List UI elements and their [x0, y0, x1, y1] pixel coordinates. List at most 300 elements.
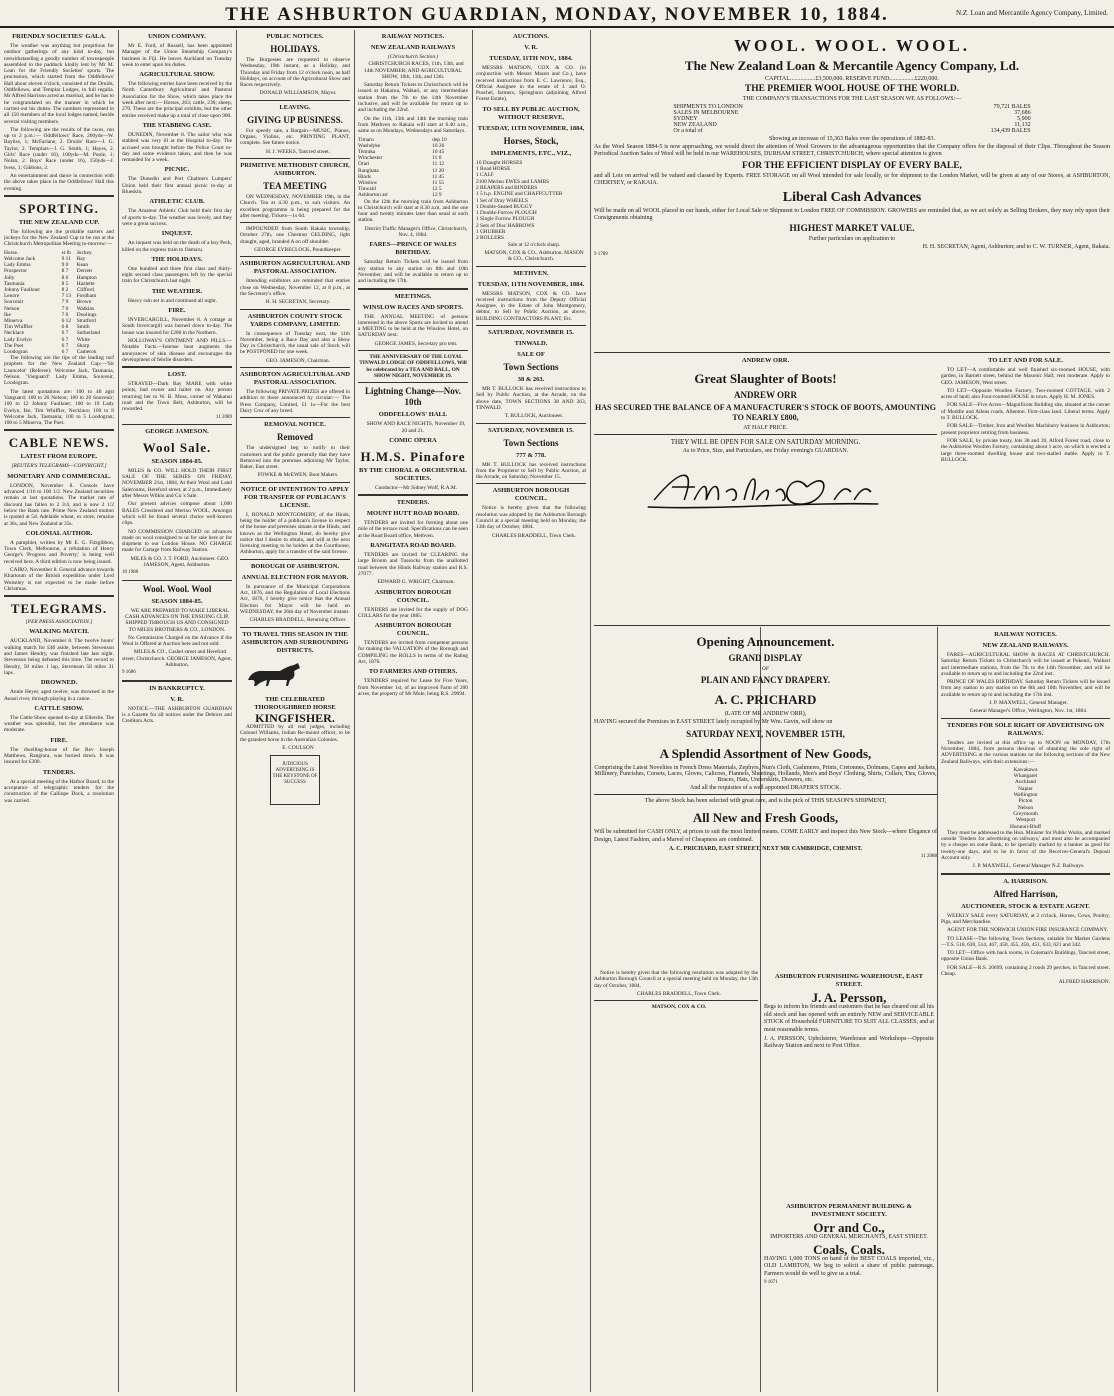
list-item: 1 Road HORSE: [476, 166, 511, 173]
section-heading: SPORTING.: [19, 200, 99, 216]
ad-paragraph: MESSRS MATSON, COX & CO. (in conjunction with Messrs Mason and Co.), have received instructions from E. C. Lawrence, Esq., Official Assignee in the estate of J. and O. Puschel, farmers, Springburn (adjoining Alford Forest Estate),: [476, 65, 586, 103]
ad-paragraph: MESSRS MATSON, COX & CO. have received instructions from the Deputy Official Assignee, in the Estate of John Montgomery, debtor, to Sell by Public Auction, as above, BUILDING CONTRACTORS PLANT, Etc.: [476, 290, 586, 322]
ad-title: WOOL. WOOL. WOOL.: [734, 36, 970, 55]
heading: FIRE.: [168, 307, 186, 315]
horse-illustration: [240, 660, 310, 688]
table-cell: Kean: [76, 262, 89, 269]
table-cell: 8 5: [61, 280, 69, 287]
article-paragraph: An entertainment and dance in connection with the above takes place in the Oddfellows' Hall this evening.: [4, 172, 114, 192]
article-paragraph: The following are the tips of the leading turf prophets for the New Zealand Cup:—'Sir Launcelot' (Referee): Welcome Jack, Tasmania, Nelson. 'Vanguard': Lady Emma, Souvenir, Loodogran.: [4, 355, 114, 387]
table-cell: 7 0: [61, 305, 69, 312]
divider: [358, 288, 468, 290]
wool-advertisement: [594, 30, 1110, 352]
article-paragraph: CAIRO, November 8. General advance towards Khartoum of the British expedition under Lord Wolseley is not expected to be made before Christmas.: [4, 567, 114, 592]
merchant-name: Alfred Harrison,: [993, 888, 1058, 899]
ad-subtitle: PLAIN AND FANCY DRAPERY.: [700, 675, 831, 685]
heading: ASHBURTON BOROUGH COUNCIL.: [374, 622, 452, 638]
table-cell: 6 7: [61, 348, 69, 355]
heading: COLONIAL AUTHOR.: [25, 529, 93, 537]
table-cell: Prospector: [4, 268, 28, 275]
ad-number: 10 1980: [122, 570, 139, 576]
divider: [240, 367, 350, 368]
station-list: [941, 767, 1110, 830]
classified-ad: TO LET—A comfortable and well finished six-roomed HOUSE, with garden, in Barnett street, behind the Masonic Hall; rent moderate. Apply to GEO. JAMESON, West street.: [941, 367, 1110, 386]
andrew-orr-advertisement: [594, 354, 937, 624]
notice-paragraph: On the 12th the morning train from Ashburton to Christchurch will start at 8.30 a.m. and the one hour and twenty minutes later than usual at each station.: [358, 198, 468, 224]
heading: WALKING MATCH.: [29, 628, 89, 636]
table-cell: 10 45: [432, 148, 445, 155]
heading: NOTICE OF INTENTION TO APPLY FOR TRANSFER OF PUBLICAN'S LICENSE.: [241, 485, 349, 509]
column-rule: [472, 30, 473, 1392]
ad-title: Opening Announcement.: [696, 634, 835, 649]
ad-paragraph: ADMITTED by all real judges, including Colonel Williams, Indian Re-mount officer, to be the grandest horse in the Australian Colonies.: [240, 724, 350, 743]
newspaper-title: THE ASHBURTON GUARDIAN, MONDAY, NOVEMBER 10, 1884.: [225, 4, 889, 25]
andrew-orr-signature: [594, 462, 937, 521]
ad-paragraph: Comprising the Latest Novelties in French Dress Materials, Zephyrs, Nun's Cloth, Cashmeres, Prints, Cretonnes, Dolmans, Capes and Jackets, Millinery, Funcishes, Corsets, Laces, Gloves, Calicoes, Flannels, Sheetings, Hollands, Men's and Boys' Clothing, Shirts, Collars, Ties, Gloves, Braces, Hats, Underskirts, Drawers, etc.: [594, 765, 937, 784]
ad-paragraph: MR T. BULLOCK has received instructions from the Proprietor to Sell by Public Auction, at the Arcade, on Saturday, November 15.: [476, 461, 586, 481]
ad-paragraph: AT HALF PRICE.: [743, 425, 788, 431]
signature-flourish: [641, 462, 892, 512]
table-cell: Ray: [76, 255, 86, 262]
table-cell: 9 0: [61, 262, 69, 269]
table-cell: Ashburton arr: [358, 192, 389, 199]
notice-signature: DONALD WILLIAMSON, Mayor.: [259, 90, 337, 97]
heading: FRIENDLY SOCIETIES' GALA.: [12, 33, 106, 40]
ad-paragraph: WE ARE PREPARED TO MAKE LIBERAL CASH ADVANCES ON THE ENSUING CLIP, SHIPPED THROUGH US AND CONSIGNED TO MILES BROTHERS & CO., LONDON.: [125, 607, 230, 633]
list-item: 1 Single Furrow PLOUGH: [476, 216, 535, 223]
subheading: [REUTER'S TELEGRAMS—COPYRIGHT.]: [11, 463, 107, 470]
classified-ad: STRAYED—Dark Bay MARE with white points, bad owner and halter on. Any person returning her to W. B. Moss, corner of Wakanui road and the Town Belt, Ashburton, will be rewarded.: [122, 381, 232, 413]
ad-signature: J. A. PERSSON, Upholsterer, Warehouse and Workshops—Opposite Railway Station and next to Post Office.: [764, 1035, 934, 1050]
table-cell: Hazlette: [76, 280, 95, 287]
heading: PUBLIC NOTICES.: [266, 33, 324, 40]
divider: [240, 559, 350, 560]
heading: IN BANKRUPTCY.: [149, 684, 205, 692]
notice-paragraph: On the 11th, 13th and 14th the morning train from Methven to Rakaia will start at 6.40 a.m., same as on Mondays, Wednesdays and Saturdays.: [358, 115, 468, 135]
divider: [594, 625, 1110, 626]
ad-signature: A. C. PRICHARD, EAST STREET, NEXT MR CAMBRIDGE, CHEMIST.: [668, 846, 863, 853]
ad-subtitle: GRAND DISPLAY: [728, 653, 803, 663]
heading: ASHBURTON BOROUGH COUNCIL.: [492, 487, 570, 503]
divider: [122, 424, 232, 425]
table-cell: 134,439 BALES: [990, 128, 1031, 134]
notice-paragraph: Tenders are invited at this office up to NOON on MONDAY, 17th November, 1884, from persons desirous of obtaining the sole right of ADVERTISING at the various stations on the following sections of the New Zealand Railways, with their extensions:—: [941, 739, 1110, 765]
article-paragraph: The Amateur Athletic Club held their first day of sports to-day. The weather was lovely, and they were a great success.: [122, 208, 232, 227]
list-item: 2 ROLLERS: [476, 235, 505, 242]
table-cell: 7 13: [61, 293, 72, 300]
heading: ASHBURTON BOROUGH COUNCIL.: [374, 588, 452, 604]
classified-ad: FOR SALE—Timber, Iron and Woollen Machinery business in Ashburton; present proprietor retiring from business.: [941, 423, 1110, 436]
heading: TINWALD.: [514, 340, 548, 348]
heading: MONETARY AND COMMERCIAL.: [7, 472, 111, 480]
table-cell: Rangitata: [358, 167, 379, 174]
table-cell: Hinds: [358, 173, 371, 180]
table-cell: Lenore: [4, 293, 20, 300]
table-cell: Timaru: [358, 136, 374, 143]
ad-signature: H. H. SECRETAN, Agent, Ashburton; and to C. W. TURNER, Agent, Rakaia.: [922, 244, 1110, 251]
heading: NEW ZEALAND RAILWAYS: [370, 44, 456, 51]
article-paragraph: A pamphlet, written by Mr E. G. Fitzgibbon, Town Clerk, Melbourne, a refutation of Henry George's 'Progress and Poverty,' is being well received here. A third edition is now being issued.: [4, 539, 114, 565]
column-railway-notices: [358, 30, 468, 1392]
notice-paragraph: TENDERS are invited for the supply of DOG COLLARS for the year 1885.: [358, 606, 468, 619]
divider: [4, 429, 114, 431]
table-cell: 7 0: [61, 311, 69, 318]
list-item: 1 5 h.p. ENGINE and CHAFFCUTTER: [476, 191, 563, 198]
article-paragraph: Annie Heyer, aged twelve, was drowned in the Awaoi river, through playing in a canoe.: [4, 689, 114, 702]
ad-paragraph: Begs to inform his friends and customers that he has cleared out all his old stock and has opened with an entirely NEW and SERVICEABLE STOCK of Household FURNITURE TO SUIT ALL CLASSES, and at most reasonable terms.: [764, 1004, 934, 1033]
notice-signature: J. P. MAXWELL, General Manager.: [989, 700, 1068, 707]
classified-ad: FOR SALE, by private treaty, lots 38 and 39, Alford Forest road, close to the Ashburton Woollen Factory, containing about 1 acre, on which is erected a large three-roomed dwelling house and two-stalled stable. Apply to T. BULLOCK.: [941, 437, 1110, 463]
divider: [122, 366, 232, 368]
heading: COMIC OPERA: [389, 436, 437, 444]
transactions-heading: THE COMPANY'S TRANSACTIONS FOR THE LAST SEASON WE AS FOLLOWS:—: [742, 96, 962, 102]
table-cell: Sharp: [76, 342, 90, 349]
table-cell: 11 20: [432, 167, 445, 174]
article-paragraph: The Cattle Show opened to-day at Ellerslie. The weather was splendid, but the attendance was moderate.: [4, 714, 114, 734]
race-table: [4, 250, 114, 355]
ad-paragraph: Will be submitted for CASH ONLY, at prices to suit the most limited means. COME EARLY and inspect this New Stock—where Elegance of Design, Latest Fashion, and a Marvel of Cheapness are combined.: [594, 829, 937, 843]
heading: AUCTIONS.: [513, 33, 549, 40]
table-cell: 12 9: [432, 192, 442, 199]
table-cell: Winslow: [358, 179, 378, 186]
column-rule: [354, 30, 355, 1392]
ad-paragraph: The above Stock has been selected with great care, and is the pick of THIS SEASON'S SHIPMENT,: [644, 798, 887, 805]
ad-signature: MILES & CO., Cashel street and Hereford street, Christchurch. GEORGE JAMESON, Agent, Ashburton.: [122, 649, 232, 668]
heading: FIRE.: [50, 736, 68, 744]
divider: [240, 482, 350, 483]
ad-paragraph: As to Price, Size, and Particulars, see Friday evening's GUARDIAN.: [682, 448, 849, 454]
ad-title: Wool Sale.: [142, 439, 212, 455]
table-cell: Jolly: [4, 274, 15, 281]
notice-signature: GEO. JAMESON, Chairman.: [266, 357, 330, 364]
table-cell: 11 55: [432, 179, 445, 186]
ad-signature: E. COULSON: [282, 745, 314, 752]
ad-paragraph: Will be made on all WOOL placed in our hands, either for Local Sale or Shipment to London FREE OF COMMISSION. GROWERS are reminded that, as we act solely as Selling Brokers, they may rely upon their Consignments obtaining: [594, 207, 1110, 222]
notice-paragraph: TENDERS required for Lease for Five Years, from November 1st, of an improved Farm of 200 acres, the property of Mr Mole, being R.S. 29694.: [358, 678, 468, 697]
table-cell: Watkins: [76, 305, 95, 312]
list-item: Westport: [1015, 817, 1036, 824]
table-cell: 9 11: [61, 255, 71, 262]
capital-line: CAPITAL.................£3,500,000. RESERVE FUND.................£220,000.: [765, 76, 939, 82]
heading: CATTLE SHOW.: [34, 704, 84, 712]
ad-title: GIVING UP BUSINESS.: [247, 114, 343, 125]
heading: ASHBURTON AGRICULTURAL AND PASTORAL ASSOCIATION.: [240, 371, 350, 387]
ad-highlight: FOR THE EFFICIENT DISPLAY OF EVERY BALE,: [742, 160, 962, 171]
article-paragraph: One hundred and three first class and thirty-eight second class passengers left by the special train for Christchurch last night.: [122, 265, 232, 285]
divider: [4, 595, 114, 597]
list-item: Nelson: [1017, 804, 1034, 811]
table-cell: SALES IN MELBOURNE: [673, 110, 739, 116]
list-item: Napier: [1018, 785, 1033, 792]
ad-paragraph: HAS SECURED THE BALANCE OF A MANUFACTURER'S STOCK OF BOOTS, AMOUNTING TO NEARLY £800,: [594, 403, 936, 422]
classified-ad: TO LET—Opposite Woollen Factory, Two-roomed COTTAGE, with 2 acres of land; also Four-roomed HOUSE in town. Apply H. M. JONES.: [941, 387, 1110, 401]
ad-paragraph: HAVING 1,000 TONS on hand of the BEST COALS imported, viz., OLD LAMBTON, We beg to solicit a share of public patronage. Farmers would do well to give us a trial.: [764, 1255, 934, 1277]
ad-paragraph: And all the requisites of a well appointed DRAPER'S STOCK.: [690, 785, 841, 792]
notice-signature: General Manager's Office, Wellington, Nov. 1st, 1884.: [969, 708, 1088, 715]
divider: [594, 352, 1110, 353]
subheading: [PER PRESS ASSOCIATION.]: [25, 619, 93, 626]
merchant-name: Orr and Co.,: [813, 1220, 885, 1235]
list-item: 1 GRUBBER: [476, 229, 506, 236]
heading: BY THE CHORAL & ORCHESTRAL SOCIETIES.: [359, 466, 467, 482]
heading: RANGITATA ROAD BOARD.: [370, 542, 456, 550]
heading: ANDREW ORR.: [741, 357, 790, 364]
notice-paragraph: They must be addressed to the Hon. Minister for Public Works, and marked outside 'Tenders for advertising on railways,' and must also be accompanied by a cheque on some Bank, to be specially marked by a banker as good for twenty-one days, and to be in favor of the Receiver-General's Deposit Account only.: [941, 829, 1110, 862]
ad-paragraph: OF: [761, 666, 770, 672]
table-cell: Sutherland: [76, 330, 101, 337]
table-cell: 11 12: [432, 161, 445, 168]
notice-paragraph: FARES—AGRICULTURAL SHOW & RACES AT CHRISTCHURCH. Saturday Return Tickets to Christchurch will be issued at Pukeuri, Waikari and intermediate stations, from the 7th to the 14th November, and will be available to return up to and including the 22nd inst.: [941, 652, 1110, 677]
notice-paragraph: IMPOUNDED from South Rakaia township, October 27th, one Chestnut GELDING, light draught, aged, branded A on off shoulder.: [240, 226, 350, 245]
merchant-name: A. C. PRICHARD: [714, 692, 817, 707]
ad-signature: H. J. WEEKS, Tancred street.: [265, 148, 331, 155]
divider: [476, 483, 586, 484]
heading: FARES—PRINCE OF WALES BIRTHDAY.: [369, 241, 457, 257]
list-item: 2 Sets of Disc HARROWS: [476, 222, 535, 229]
table-cell: Cameron: [76, 348, 97, 355]
heading: THE NEW ZEALAND CUP.: [18, 218, 100, 226]
ad-paragraph: The undersigned beg to notify to their customers and the public generally that they have Removed into the premises adjoining Mr Taylor, Baker, East street.: [240, 445, 350, 471]
heading: LOST.: [167, 371, 187, 379]
royal-crest: V. R.: [170, 695, 184, 703]
notice-signature: GEORGE JAMES, Secretary pro tem.: [374, 340, 458, 347]
notice-paragraph: PRINCE OF WALES BIRTHDAY. Saturday Return Tickets will be issued from any station to any station on the 8th and 10th November, and will be available to return up to and including the 17th inst.: [941, 679, 1110, 698]
table-cell: Lady Emma: [4, 262, 31, 269]
divider: [358, 382, 468, 383]
to-let-column: [941, 354, 1110, 624]
heading: TENDERS.: [42, 768, 76, 776]
ad-paragraph: TO LEASE—The following Town Sections, suitable for Market Gardens—T.S. 510, 630, 514, 467, 450, 455, 456, 451, 633, 621 and 342.: [941, 935, 1110, 948]
table-cell: Orari: [358, 161, 370, 168]
heading: TUESDAY, 11TH NOVEMBER, 1884,: [477, 124, 585, 132]
heading: BOROUGH OF ASHBURTON.: [250, 562, 340, 570]
heading: ODDFELLOWS' HALL: [378, 411, 448, 419]
column-news: [122, 30, 232, 1392]
heading: THE CELEBRATED THOROUGHBRED HORSE: [254, 695, 336, 711]
classified-ad: FOR SALE—Five Acres—Magnificent Building site, situated at the corner of Moddle and Allens roads, Allenton. First-class land. Liberal terms. Apply to T. BULLOCK.: [941, 402, 1110, 422]
heading: MEETINGS.: [394, 292, 432, 300]
table-cell: Temuka: [358, 148, 376, 155]
section-heading: CABLE NEWS.: [8, 435, 110, 451]
ad-paragraph: TO LET—Office with back rooms, in Coleman's Buildings, Tancred street, opposite Union Bank.: [941, 950, 1110, 963]
article-paragraph: The dwelling-house of the Rev Joseph Matthews, Rangiora, was burned down. It was insured for £300.: [4, 746, 114, 766]
table-cell: Lady Evelyn: [4, 336, 32, 343]
article-paragraph: DUNEDIN, November 8. The sailor who was stabbed was very ill at the Hospital to-day. The accused was brought before the Police Court to-day and some evidence taken, and then he was remanded for a week.: [122, 131, 232, 164]
ad-title: Lightning Change—Nov. 10th: [364, 386, 462, 408]
article-paragraph: INVERCARGILL, November 8. A cottage at South Invercargill was burned down to-day. The house was insured for £200 in the Northern.: [122, 317, 232, 336]
heading: TO SELL BY PUBLIC AUCTION, WITHOUT RESERVE,: [482, 105, 580, 121]
divider: [594, 1000, 758, 1001]
heading: IMPLEMENTS, ETC., VIZ.,: [490, 149, 572, 157]
table-cell: Hampton: [76, 274, 97, 281]
ad-paragraph: IMPORTERS AND GENERAL MERCHANTS, EAST STREET.: [770, 1234, 928, 1241]
article-paragraph: The weather was anything but propitious for outdoor gatherings of any kind to-day, but notwithstanding a goodly number of townspeople assembled in the paddock kindly lent by Mr M. Lean for the Friendly Societies' sports. The procession, which started from the Oddfellows' Hall about eleven o'clock, consisted of the Druids, Oddfellows, and Templar Lodges, in full regalia. Mr Alfred Harrison acted as marshal, and he has to be congratulated on the manner in which he carried out his duties. The numbers represented in all 150 members of the local lodges named, beside several visiting members.: [4, 43, 114, 125]
ad-signature: FOWKE & McEWEN, Boot Makers.: [257, 472, 339, 479]
ad-paragraph: MILES & CO. WILL HOLD THEIR FIRST SALE OF THE SERIES ON FRIDAY, NOVEMBER 21st, 1884, At their Wool and Land Salerooms, Hereford street, at 2 p.m., Immediately after Messrs Wilkin and Co.'s Sale.: [122, 467, 232, 500]
ad-title: TEA MEETING: [263, 180, 327, 191]
divider: [476, 325, 586, 326]
ad-subtitle: ANDREW ORR: [733, 390, 798, 400]
ad-paragraph: WEEKLY SALE every SATURDAY, at 2 o'clock, Horses, Cows, Poultry, Pigs, and Merchandise.: [941, 912, 1110, 925]
table-cell: NEW ZEALAND: [673, 122, 717, 128]
divider: [476, 266, 586, 267]
divider: [358, 350, 468, 351]
article-paragraph: The latest quotations are: 100 to 40 agst Vanguard; 100 to 20 Nelson; 100 to 20 Souvenir; 100 to 12 Johnny Faulkner; 100 to 10 Lady Evelyn, Ike, Tim Whiffler, Necklace; 100 to 8 Welcome Jack, Tasmania; 100 to 5 Loodogran; 100 to 5 Minerva, The Poet.: [4, 388, 114, 427]
heading: AGRICULTURAL SHOW.: [139, 71, 215, 79]
heading: A. HARRISON.: [1003, 877, 1048, 885]
ad-number: 9 1671: [764, 1280, 778, 1286]
notice-paragraph: The Burgesses are requested to observe Wednesday, 19th instant, as a Holiday, and Thursday and Friday from 12 o'clock noon, as half Holidays, on account of the Agricultural Show and Races respectively.: [240, 57, 350, 89]
table-header-cell: Horse.: [4, 249, 19, 256]
divider: [4, 195, 114, 197]
notice-signature: J. P. MAXWELL, General Manager N.Z. Railways.: [972, 863, 1085, 870]
merchant-name: J. A. Persson,: [811, 990, 887, 1005]
column-rule: [236, 30, 237, 1392]
notice-signature: H. H. SECRETAN, Secretary.: [265, 299, 331, 306]
article-paragraph: LONDON, November 8. Consols have advanced 1/16 to 100 1/2. New Zealand securities remain at last quotations. The market rate of discount has fallen to 2 3/4, and is now 2 1/2 below the Bank rate. Prime New Zealand mutton is quoted at 5d. Adelaide wheat, ex store, remains at 36s, and New Zealand at 35s.: [4, 482, 114, 527]
prichard-advertisement: [594, 628, 937, 968]
heading: TENDERS.: [396, 499, 430, 507]
table-cell: 8 2: [61, 286, 69, 293]
notice-signature: EDWARD G. WRIGHT, Chairman.: [377, 579, 455, 586]
table-cell: Doolings: [76, 311, 97, 318]
timetable: [358, 137, 468, 199]
table-cell: 12 5: [432, 186, 442, 193]
ad-paragraph: No Commission Charged on the Advance if the Wool is Offered at Auction here and not sold.: [122, 634, 232, 648]
heading: THE WEATHER.: [151, 287, 203, 295]
ad-paragraph: MR T. BULLOCK has received instructions to Sell by Public Auction, at the Arcade, on the above date, TOWN SECTIONS 38 AND 263, TINWALD.: [476, 386, 586, 411]
heading: TO LET AND FOR SALE.: [988, 357, 1063, 364]
heading: UNION COMPANY.: [148, 33, 206, 40]
table-cell: 10 26: [432, 142, 445, 149]
article-paragraph: At a special meeting of the Harbor Board, to the acceptance of telegraphic tenders for the construction of the Calliope Dock, a resolution was carried.: [4, 778, 114, 804]
list-item: 1 Double-Seated BUGGY: [476, 203, 533, 210]
article-paragraph: The following entries have been received by the North Canterbury Agricultural and Pastoral Association for the Show, which takes place the week after next:— Horses, 263; cattle, 236; sheep, 270. These are the principal exhibits, but the other entries received make up a total of close upon 900.: [122, 81, 232, 119]
heading: ASHBURTON COUNTY STOCK YARDS COMPANY, LIMITED.: [247, 312, 343, 328]
notice-paragraph: The following PRIVATE PRIZES are offered in addition to those announced by circular:— The Press Company, Limited, £1 1s—For the best Dairy Cow of any breed.: [240, 389, 350, 414]
column-rule: [118, 30, 119, 1392]
ad-paragraph: (LATE OF MR ANDREW ORR),: [724, 711, 807, 717]
ad-highlight: HIGHEST MARKET VALUE.: [789, 224, 915, 235]
column-lower-left-notices: [594, 970, 758, 1392]
notice-paragraph: TENDERS are invited from competent persons for making the VALUATION of the Borough and COMPILING the ROLLS in terms of the Rating Act, 1876.: [358, 640, 468, 665]
orr-and-co-advertisement: [764, 1200, 934, 1390]
ad-paragraph: SHOW AND RACE NIGHTS, November 19, 20 and 21.: [366, 421, 466, 434]
heading: ASHBURTON AGRICULTURAL AND PASTORAL ASSOCIATION.: [240, 260, 350, 276]
ad-paragraph: and all Lots on arrival will be valued and classed by Experts. FREE STORAGE on all Wool intended for sale locally, or for shipment to the London Market, will be given at any of our Stores, at ASHBURTON, CHERTSEY, or RAKAIA.: [594, 172, 1110, 187]
ad-title: Wool. Wool. Wool: [142, 583, 212, 594]
heading: ASHBURTON PERMANENT BUILDING & INVESTMENT SOCIETY.: [786, 1203, 912, 1218]
table-cell: Nelson: [4, 305, 20, 312]
table-cell: dep 10: [432, 136, 447, 143]
table-cell: Smith: [76, 324, 90, 331]
masthead: [0, 0, 1114, 28]
divider: [240, 158, 350, 159]
heading: ATHLETIC CLUB.: [149, 198, 205, 206]
table-cell: Welcome Jack: [4, 255, 36, 262]
notice-paragraph: THE ANNIVERSARY OF THE LOYAL TINWALD LODGE OF ODDFELLOWS, Will be celebrated by a TEA AND BALL, ON SHOW NIGHT, NOVEMBER 19.: [359, 354, 467, 379]
heading: INQUEST.: [161, 230, 193, 238]
heading: LATEST FROM EUROPE.: [20, 453, 98, 461]
ad-paragraph: FOR SALE—R.S. 20699, containing 2 roods 29 perches, in Tancred street. Cheap.: [941, 964, 1110, 977]
table-cell: 11,132: [1014, 122, 1031, 128]
masthead-right: N.Z. Loan and Mercantile Agency Company, Limited.: [956, 9, 1108, 17]
article-paragraph: An inquest was held on the death of a boy Peck, killed on the express train to Oamaru.: [122, 240, 232, 253]
heading: TO FARMERS AND OTHERS.: [368, 668, 458, 676]
divider: [240, 100, 350, 101]
ad-paragraph: HAVING secured the Premises in EAST STREET lately occupied by Mr Wm. Gavin, will show on: [594, 719, 833, 725]
ad-title: H.M.S. Pinafore: [360, 448, 466, 464]
heading: SEASON 1884-85.: [151, 597, 203, 605]
heading: PRIMITIVE METHODIST CHURCH, ASHBURTON.: [240, 161, 350, 177]
divider: [476, 423, 586, 424]
article-paragraph: Heavy rain set in and continued all night.: [128, 297, 217, 304]
ad-number: 11 2089: [215, 414, 232, 420]
heading: THE HOLIDAYS.: [151, 255, 203, 263]
heading: SATURDAY, NOVEMBER 15.: [488, 329, 574, 337]
table-cell: 79,721 BALES: [993, 104, 1031, 110]
table-cell: Fordham: [76, 293, 97, 300]
notice-paragraph: Notice is hereby given that the following resolution was adopted by the Ashburton Borough Council at a special meeting held on Monday, the 13th day of October, 1884.: [476, 505, 586, 531]
notice-paragraph: CHRISTCHURCH RACES, 11th, 13th, and 14th NOVEMBER; AND AGRICULTURAL SHOW, 10th, 11th, and 12th.: [364, 61, 464, 80]
article-paragraph: The following are the results of the races, run up to 2 p.m.:— Oddfellows' Race, 200yds—W. Bayliss, 1; McFarlane, 2. Druids' Race—J. G. Taylor, 2. Templars—J. G. Smith, 1; Hayes, 2. Girls' Race (under 16), 100yds—M. Poole, 1; Nolan, 2. Boys' Race (under 16), 150yds—J. Ivess, 1; Gibbons, 2.: [4, 126, 114, 171]
ad-number: 9 1686: [122, 670, 136, 676]
shipments-table: [671, 104, 1032, 134]
notice-signature: CHARLES BRADDELL, Town Clerk.: [636, 990, 722, 997]
ad-subtitle: A Splendid Assortment of New Goods,: [659, 746, 872, 762]
article-paragraph: HOLLOWAY'S OINTMENT AND PILLS.— Notable Facts.—Intense heat augments the annoyances of skin disease and encourages the development of febrile disorders.: [122, 337, 232, 363]
article-paragraph: AUCKLAND, November 8. The twelve hours' walking match for £40 aside, between Stevenson and James Hendry, was finished late last night. Stevenson being defeated this time. The record to Hendry, 50 miles 1 lap, Stevenson 58 miles 31 laps.: [4, 638, 114, 676]
heading: ASHBURTON FURNISHING WAREHOUSE, EAST STREET.: [775, 973, 923, 988]
notice-paragraph: Notice is hereby given that the following resolution was adopted by the Ashburton Borough Council at a special meeting held on Monday, the 13th day of October, 1884.: [594, 970, 758, 989]
ad-paragraph: Showing an increase of 15,363 Bales over the operations of 1882-83.: [769, 136, 935, 142]
ad-subtitle: Liberal Cash Advances: [782, 189, 922, 205]
table-cell: SYDNEY: [673, 116, 698, 122]
list-item: 2 REAPERS and BINDERS: [476, 184, 538, 191]
company-name: The New Zealand Loan & Mercantile Agency Company, Ld.: [684, 58, 1020, 73]
notice-paragraph: In consequence of Tuesday next, the 11th November, being a Race Day and also a Show Day in Christchurch, the usual sale of Stock will be POSTPONED for one week.: [240, 330, 350, 356]
table-cell: Stratford: [76, 317, 96, 324]
heading: RAILWAY NOTICES.: [381, 33, 445, 40]
table-cell: Tinwald: [358, 186, 376, 193]
heading: TUESDAY, 11TH NOVEMBER, 1884.: [477, 280, 585, 288]
table-cell: 6 7: [61, 330, 69, 337]
list-item: Picton: [1018, 798, 1033, 805]
ad-subtitle: SATURDAY NEXT, NOVEMBER 15TH,: [686, 729, 845, 740]
table-cell: 37,686: [1014, 110, 1031, 116]
table-cell: Clifford: [76, 286, 94, 293]
ad-signature: MILES & CO. J. T. FORD, Auctioneer. GEO. JAMESON, Agent, Ashburton.: [130, 555, 230, 569]
notice-paragraph: Saturday Return Tickets to Christchurch will be issued at Hakaroa, Waikari, or any intermediate station from the 7th to the 14th November inclusive, and will be available for return up to and including the 22nd.: [358, 82, 468, 114]
table-cell: Tasmania: [4, 280, 25, 287]
table-cell: Washdyke: [358, 142, 381, 149]
table-cell: Derrett: [76, 268, 92, 275]
ad-subtitle: All New and Fresh Goods,: [692, 810, 839, 826]
table-cell: Ike: [4, 311, 11, 318]
subheading: (Christchurch Section.): [387, 54, 439, 60]
heading: WINSLOW RACES AND SPORTS.: [362, 303, 464, 311]
divider: [240, 256, 350, 257]
notice-paragraph: TENDERS are invited for forming about one mile of the terrace road. Specifications can be seen at the Road Board office, Methven.: [358, 520, 468, 539]
table-cell: Necklace: [4, 330, 25, 337]
table-cell: Johnny Faulkner: [4, 286, 41, 293]
heading: SEASON 1884-85.: [151, 457, 203, 465]
ad-signature: T. BULLOCK, Auctioneer.: [504, 413, 564, 420]
column-railway-harrison: [941, 628, 1110, 1392]
heading: AUCTIONEER, STOCK & ESTATE AGENT.: [961, 902, 1090, 910]
ad-paragraph: THEY WILL BE OPEN FOR SALE ON SATURDAY MORNING.: [670, 438, 861, 446]
ad-signature: ALFRED HARRISON.: [1058, 979, 1110, 986]
